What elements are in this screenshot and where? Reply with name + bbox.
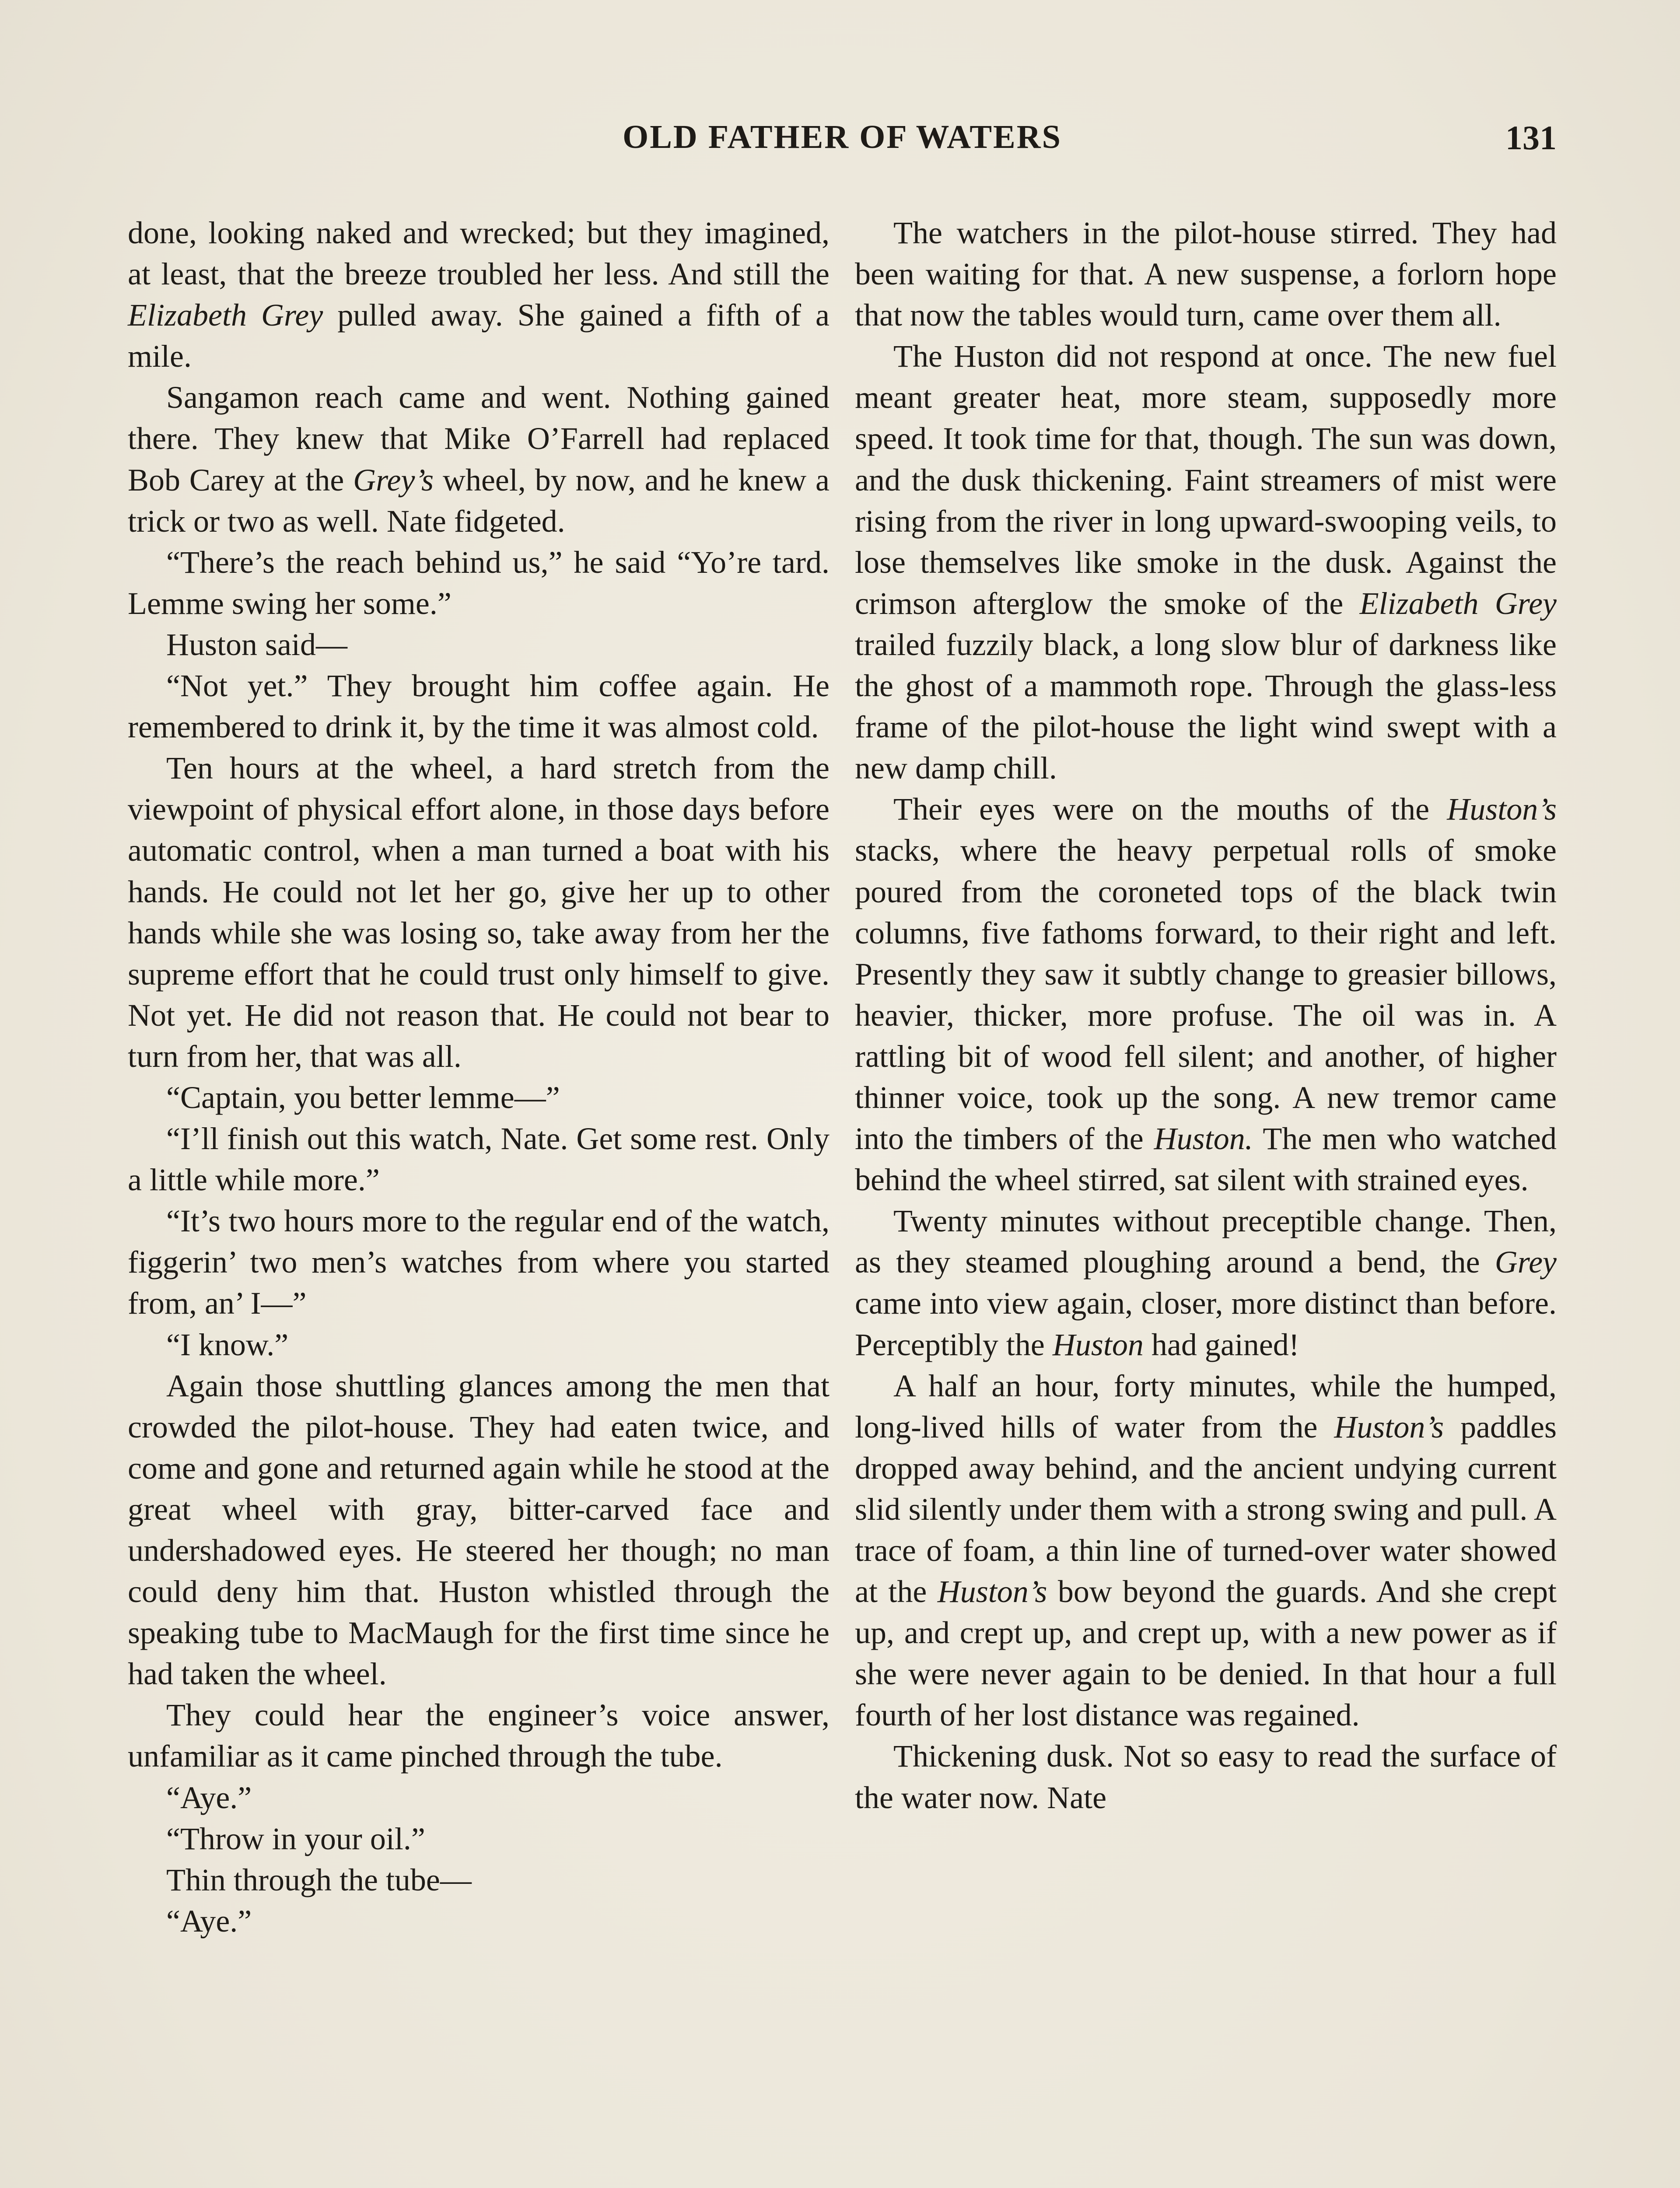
text-run: A half an hour, forty minutes, while the humped, long-lived hills of water from the bbox=[855, 1368, 1557, 1445]
paragraph bbox=[128, 212, 830, 377]
text-run: “It’s two hours more to the regular end of the watch, figgerin’ two men’s watches from where you started from, an’ I—” bbox=[128, 1203, 830, 1321]
text-run: “I know.” bbox=[166, 1327, 289, 1362]
paragraph bbox=[128, 1118, 830, 1200]
italic-text: Huston’s bbox=[937, 1574, 1047, 1609]
text-run: trailed fuzzily black, a long slow blur of darkness like the ghost of a mammoth rope. Through the glass-less frame of the pilot-house the light wind swept with a new damp chill. bbox=[855, 627, 1557, 786]
text-run: “I’ll finish out this watch, Nate. Get some rest. Only a little while more.” bbox=[128, 1121, 830, 1198]
paragraph bbox=[128, 1365, 830, 1695]
right-text-column bbox=[855, 212, 1557, 1818]
text-run: The Huston did not respond at once. The new fuel meant greater heat, more steam, supposedly more speed. It took time for that, though. The sun was down, and the dusk thickening. Faint streamers of mist were rising from the river in long upward-swooping veils, to lose themselves like smoke in the dusk. Against the crimson afterglow the smoke of the bbox=[855, 339, 1557, 621]
text-run: pulled away. She gained a fifth of a mile. bbox=[128, 298, 830, 374]
italic-text: Huston’s bbox=[1447, 792, 1557, 827]
paragraph bbox=[128, 377, 830, 541]
italic-text: Huston. bbox=[1154, 1121, 1253, 1157]
text-run: Again those shuttling glances among the men that crowded the pilot-house. They had eaten twice, and come and gone and returned again while he stood at the great wheel with gray, bitter-carved face and undershadowed eyes. He steered her though; no man could deny him that. Huston whistled through the speaking tube to MacMaugh for the first time since he had taken the wheel. bbox=[128, 1368, 830, 1692]
text-run: The men who watched behind the wheel stirred, sat silent with strained eyes. bbox=[855, 1121, 1557, 1198]
paragraph bbox=[128, 1818, 830, 1859]
italic-text: Elizabeth Grey bbox=[1359, 586, 1557, 621]
text-run: Thin through the tube— bbox=[166, 1862, 472, 1897]
text-run: The watchers in the pilot-house stirred. They had been waiting for that. A new suspense, a forlorn hope that now the tables would turn, came over them all. bbox=[855, 215, 1557, 333]
paragraph bbox=[128, 542, 830, 624]
paragraph bbox=[128, 1077, 830, 1118]
page-number: 131 bbox=[1505, 119, 1557, 157]
paragraph bbox=[855, 336, 1557, 789]
text-run: Thickening dusk. Not so easy to read the surface of the water now. Nate bbox=[855, 1739, 1557, 1815]
text-run: Ten hours at the wheel, a hard stretch from the viewpoint of physical effort alone, in those days before automatic control, when a man turned a boat with his hands. He could not let her go, give her up to other hands while she was losing so, take away from her the supreme effort that he could trust only himself to give. Not yet. He did not reason that. He could not bear to turn from her, that was all. bbox=[128, 750, 830, 1074]
text-run: “Not yet.” They brought him coffee again. He remembered to drink it, by the time it was almost cold. bbox=[128, 668, 830, 745]
italic-text: Grey’s bbox=[353, 462, 434, 498]
paragraph bbox=[128, 1777, 830, 1818]
text-run: “Aye.” bbox=[166, 1903, 252, 1939]
text-run: “There’s the reach behind us,” he said “Yo’re tard. Lemme swing her some.” bbox=[128, 544, 830, 621]
paragraph bbox=[855, 1365, 1557, 1736]
paragraph bbox=[128, 1200, 830, 1324]
paragraph bbox=[128, 665, 830, 747]
italic-text: Huston bbox=[1052, 1327, 1144, 1362]
text-run: “Throw in your oil.” bbox=[166, 1821, 425, 1856]
italic-text: Grey bbox=[1494, 1245, 1557, 1280]
paragraph bbox=[128, 624, 830, 665]
text-run: Twenty minutes without preceptible change. Then, as they steamed ploughing around a bend, the bbox=[855, 1203, 1557, 1280]
text-run: Sangamon reach came and went. Nothing gained there. They knew that Mike O’Farrell had replaced Bob Carey at the bbox=[128, 380, 830, 498]
paragraph bbox=[128, 1694, 830, 1777]
italic-text: Huston’s bbox=[1334, 1409, 1444, 1445]
paragraph bbox=[128, 1900, 830, 1942]
text-run: done, looking naked and wrecked; but they imagined, at least, that the breeze troubled her less. And still the bbox=[128, 215, 830, 292]
text-run: “Captain, you better lemme—” bbox=[166, 1080, 560, 1115]
paragraph bbox=[855, 1200, 1557, 1365]
text-run: They could hear the engineer’s voice answer, unfamiliar as it came pinched through the tube. bbox=[128, 1697, 830, 1774]
running-head: OLD FATHER OF WATERS bbox=[623, 119, 1062, 155]
text-run: came into view again, closer, more distinct than before. Perceptibly the bbox=[855, 1286, 1557, 1362]
text-run: paddles dropped away behind, and the ancient undying current slid silently under them with a strong swing and pull. A trace of foam, a thin line of turned-over water showed at the bbox=[855, 1409, 1557, 1609]
page-header bbox=[128, 118, 1557, 171]
left-text-column bbox=[128, 212, 830, 1942]
text-run: Their eyes were on the mouths of the bbox=[893, 792, 1447, 827]
paragraph bbox=[855, 212, 1557, 336]
text-run: “Aye.” bbox=[166, 1780, 252, 1815]
text-run: wheel, by now, and he knew a trick or two as well. Nate fidgeted. bbox=[128, 462, 830, 539]
paragraph bbox=[128, 1859, 830, 1900]
paragraph bbox=[128, 1324, 830, 1365]
italic-text: Elizabeth Grey bbox=[128, 298, 323, 333]
text-run: bow beyond the guards. And she crept up, and crept up, and crept up, with a new power as if she were never again to be denied. In that hour a full fourth of her lost distance was regained. bbox=[855, 1574, 1557, 1733]
paragraph bbox=[855, 1736, 1557, 1818]
paragraph bbox=[128, 747, 830, 1077]
text-run: had gained! bbox=[1143, 1327, 1299, 1362]
text-run: Huston said— bbox=[166, 627, 347, 662]
paragraph bbox=[855, 789, 1557, 1200]
text-run: stacks, where the heavy perpetual rolls of smoke poured from the coroneted tops of the black twin columns, five fathoms forward, to their right and left. Presently they saw it subtly change to greasier billows, heavier, thicker, more profuse. The oil was in. A rattling bit of wood fell silent; and another, of higher thinner voice, took up the song. A new tremor came into the timbers of the bbox=[855, 833, 1557, 1157]
